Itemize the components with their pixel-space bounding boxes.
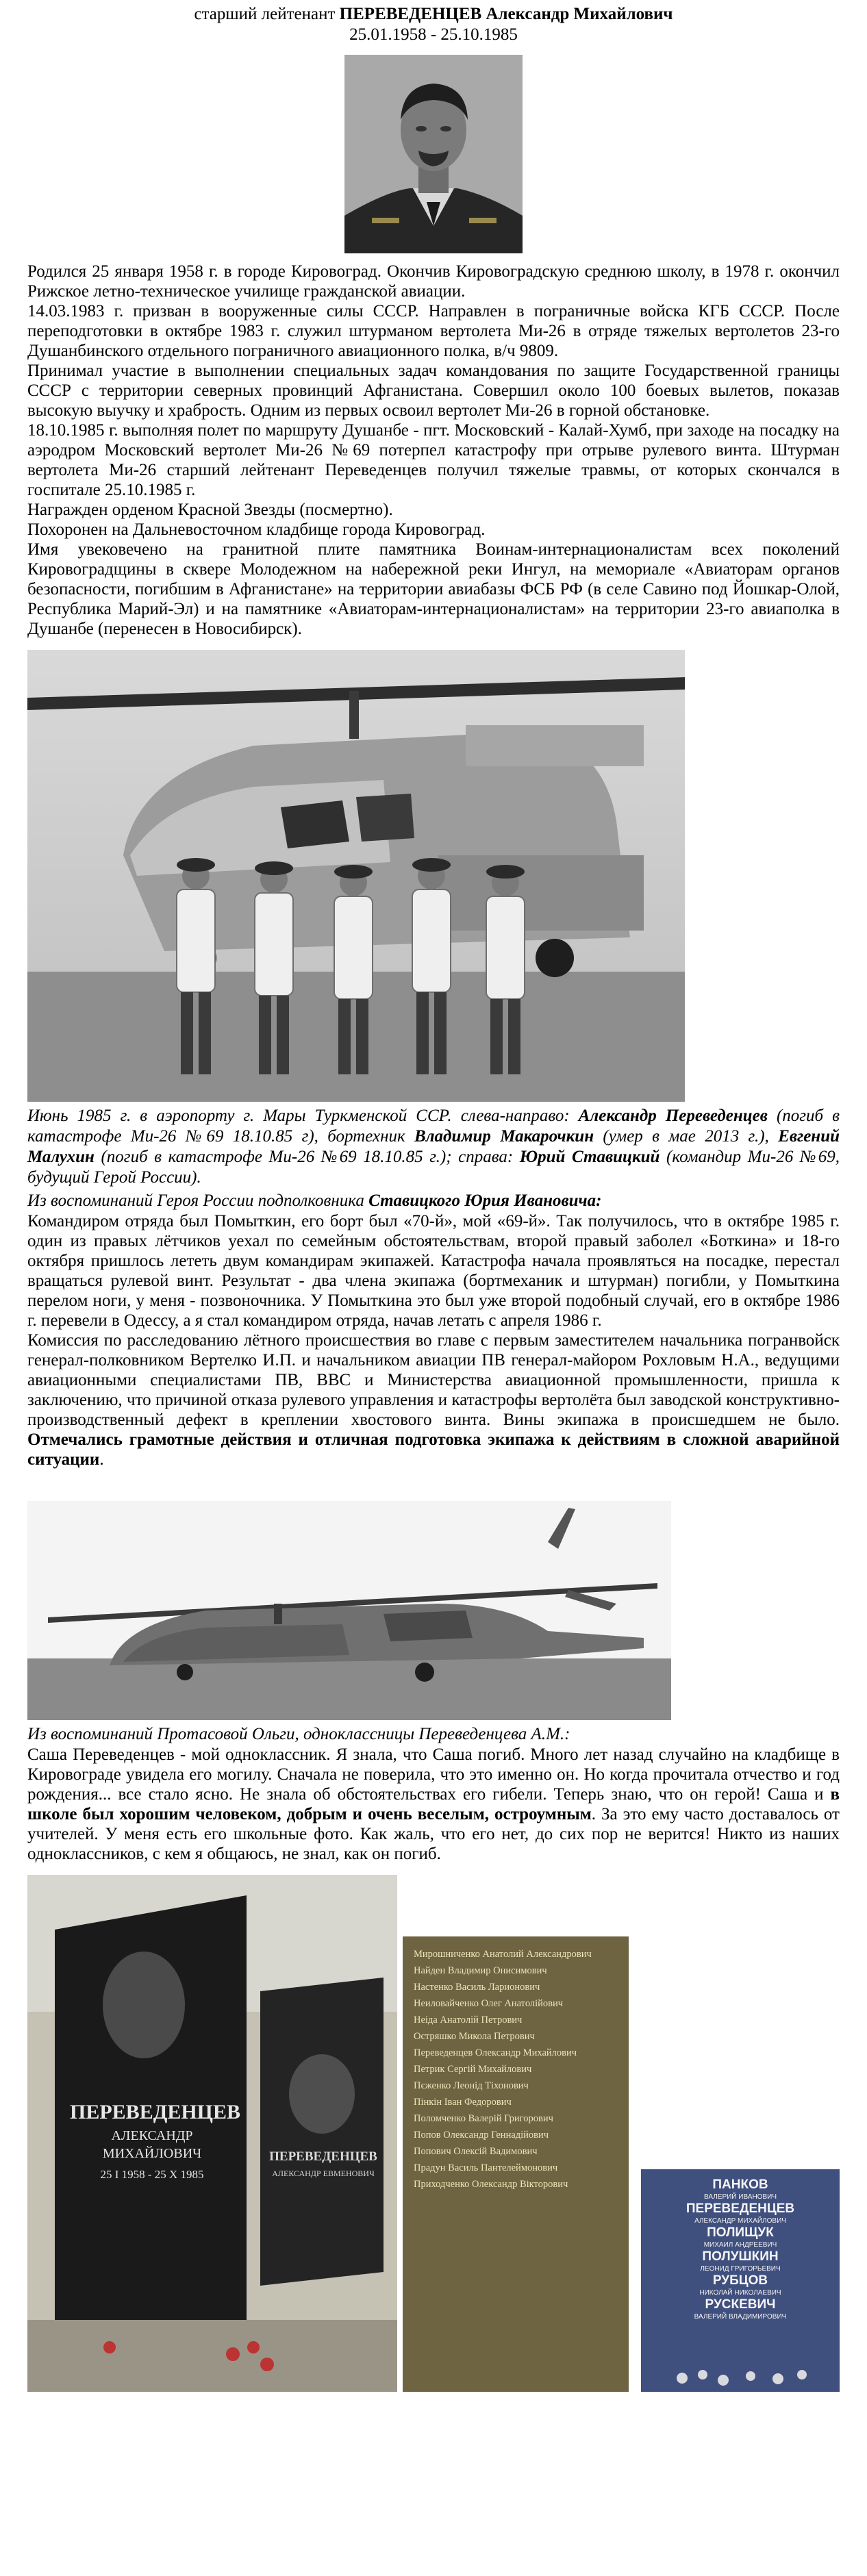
memorial-list-item: Попов Олександр Геннадійович bbox=[414, 2130, 549, 2141]
memorial-list-item: Найден Владимир Онисимович bbox=[414, 1965, 547, 1976]
plaque-name: ВАЛЕРИЙ ИВАНОВИЧ bbox=[703, 2193, 777, 2201]
memorial-list-item: Пєженко Леонід Тіхонович bbox=[414, 2080, 529, 2091]
plaque-name: ВАЛЕРИЙ ВЛАДИМИРОВИЧ bbox=[694, 2313, 787, 2321]
memoir-text: Саша Переведенцев - мой одноклассник. Я знала, что Саша погиб. Много лет назад случайно на кладбище в Кировограде увидела его могилу. Сначала не поверила, что это именно он. Но когда прочитала отчество и год рождения... все стало ясно. Не знала об обстоятельствах его гибели. Теперь знаю, что он герой! Саша и bbox=[27, 1745, 840, 1804]
memorial-list-item: Настенко Василь Ларионович bbox=[414, 1982, 540, 1993]
plaque-photo bbox=[641, 2169, 840, 2392]
memorial-list-item: Неіда Анатолій Петрович bbox=[414, 2015, 523, 2025]
memoir-author: Ставицкого Юрия Ивановича: bbox=[368, 1191, 602, 1210]
memoir-2-title: Из воспоминаний Протасовой Ольги, одноклассницы Переведенцева А.М.: bbox=[27, 1725, 570, 1743]
memorial-list-item: Мирошниченко Анатолий Александрович bbox=[414, 1949, 592, 1960]
plaque-name: ЛЕОНИД ГРИГОРЬЕВИЧ bbox=[700, 2265, 781, 2273]
memorial-list-item: Поломченко Валерій Григорович bbox=[414, 2113, 553, 2124]
memorial-list-item: Петрик Сергій Михайлович bbox=[414, 2064, 532, 2075]
plaque-surname: ПОЛУШКИН bbox=[702, 2249, 779, 2264]
plaque-name: МИХАИЛ АНДРЕЕВИЧ bbox=[703, 2241, 777, 2249]
memorial-list-item: Переведенцев Олександр Михайлович bbox=[414, 2047, 577, 2058]
bio-paragraph: Похоронен на Дальневосточном кладбище города Кировоград. bbox=[27, 520, 486, 539]
hero-name: ПЕРЕВЕДЕНЦЕВ Александр Михайлович bbox=[339, 5, 673, 23]
plaque-entry bbox=[641, 2297, 840, 2321]
plaque-surname: ПОЛИЩУК bbox=[707, 2225, 774, 2240]
grave-2-surname: ПЕРЕВЕДЕНЦЕВ bbox=[269, 2149, 377, 2164]
plaque-name: АЛЕКСАНДР МИХАЙЛОВИЧ bbox=[694, 2217, 786, 2225]
plaque-name: НИКОЛАЙ НИКОЛАЕВИЧ bbox=[699, 2289, 781, 2297]
memorial-list-item: Неиловайченко Олег Анатолійович bbox=[414, 1998, 564, 2009]
memoir-paragraph bbox=[27, 1745, 840, 1864]
grave-photo bbox=[27, 1875, 397, 2392]
caption-name: Юрий Ставицкий bbox=[519, 1148, 660, 1166]
grave-2-inscription bbox=[268, 2149, 378, 2179]
helicopter-photo bbox=[27, 1501, 671, 1720]
bio-paragraph: Награжден орденом Красной Звезды (посмертно). bbox=[27, 501, 393, 519]
plaque-surname: РУСКЕВИЧ bbox=[705, 2297, 776, 2312]
biography bbox=[27, 262, 840, 639]
plaque-surname: ПАНКОВ bbox=[712, 2177, 768, 2192]
title-line bbox=[27, 4, 840, 25]
memorial-list-item: Пінкін Іван Федорович bbox=[414, 2097, 512, 2108]
memorial-list-item: Остряшко Микола Петрович bbox=[414, 2031, 535, 2042]
plaque-surname: РУБЦОВ bbox=[712, 2273, 768, 2288]
plaque-entry bbox=[641, 2225, 840, 2249]
memoir-1-title bbox=[27, 1191, 840, 1211]
memoir-title-text: Из воспоминаний Героя России подполковника bbox=[27, 1191, 369, 1210]
caption-text: (умер в мае 2013 г.), bbox=[594, 1127, 779, 1146]
crew-helicopter-photo bbox=[27, 650, 685, 1102]
memoir-text: . За это ему часто доставалось от учителей. У меня есть его школьные фото. Как жаль, что его нет, до сих пор не верится! Никто из наших одноклассников, с кем я общаюсь, не знал, как он погиб. bbox=[27, 1805, 840, 1863]
memoir-text: . bbox=[99, 1450, 104, 1469]
header bbox=[27, 0, 840, 45]
bio-paragraph: Имя увековечено на гранитной плите памятника Воинам-интернационалистам всех поколений Кировоградщины в сквере Молодежном на набережной реки Ингул, на мемориале «Авиаторам органов безопасности, погибшим в Афганистане» на территории авиабазы ФСБ РФ (в селе Савино под Йошкар-Олой, Республика Марий-Эл) и на памятнике «Авиаторам-интернационалистам» на территории 23-го авиаполка в Душанбе (перенесен в Новосибирск). bbox=[27, 540, 840, 638]
grave-dates: 25 I 1958 - 25 X 1985 bbox=[100, 2168, 204, 2181]
plaque-entry bbox=[641, 2177, 840, 2201]
memoir-1 bbox=[27, 1211, 840, 1469]
grave-2-first-name: АЛЕКСАНДР ЕВМЕНОВИЧ bbox=[272, 2169, 375, 2178]
memorial-list-photo bbox=[403, 1936, 629, 2392]
caption-text: Июнь 1985 г. в аэропорту г. Мары Туркменской ССР. слева-направо: bbox=[27, 1107, 579, 1125]
grave-inscription bbox=[70, 2101, 241, 2183]
memoir-paragraph bbox=[27, 1330, 840, 1469]
caption-text: (погиб в катастрофе Ми-26 №69 18.10.85 г), бортехник bbox=[27, 1107, 840, 1146]
caption-text: (командир Ми-26 №69, будущий Герой России). bbox=[27, 1148, 840, 1187]
plaque-entry bbox=[641, 2201, 840, 2225]
caption-name: Владимир Макарочкин bbox=[414, 1127, 594, 1146]
grave-surname: ПЕРЕВЕДЕНЦЕВ bbox=[70, 2101, 241, 2123]
caption-name: Евгений Малухин bbox=[27, 1127, 840, 1166]
memorial-list bbox=[414, 1946, 619, 2193]
bio-paragraph: 14.03.1983 г. призван в вооруженные силы СССР. Направлен в пограничные войска КГБ СССР. После переподготовки в октябре 1983 г. служил штурманом вертолета Ми-26 в отряде тяжелых вертолетов 23-го Душанбинского отдельного пограничного авиационного полка, в/ч 9809. bbox=[27, 302, 840, 360]
bio-paragraph: Принимал участие в выполнении специальных задач командования по защите Государственной границы СССР с территории северных провинций Афганистана. Совершил около 100 боевых вылетов, показав высокую выучку и храбрость. Одним из первых освоил вертолет Ми-26 в горной обстановке. bbox=[27, 362, 840, 420]
memoir-paragraph: Командиром отряда был Помыткин, его борт был «70-й», мой «69-й». Так получилось, что в октябре 1985 г. один из правых лётчиков уехал по семейным обстоятельствам, второй правый заболел «Боткина» и 18-го октября пришлось лететь двум командирам экипажей. Катастрофа начала проявляться на посадке, перестал вращаться рулевой винт. Результат - два члена экипажа (бортмеханик и штурман) погибли, у Помыткина перелом ноги, у меня - позвоночника. У Помыткина это был уже второй подобный случай, его в октябре 1986 г. перевели в Одессу, а я стал командиром отряда, начав летать с апреля 1986 г. bbox=[27, 1212, 840, 1330]
memorial-photos-row bbox=[27, 1875, 840, 2395]
caption-text: (погиб в катастрофе Ми-26 №69 18.10.85 г.); справа: bbox=[94, 1148, 520, 1166]
memoir-highlight: в школе был хорошим человеком, добрым и очень веселым, остроумным bbox=[27, 1785, 840, 1823]
memorial-list-item: Прадун Василь Пантелеймонович bbox=[414, 2162, 558, 2173]
crew-photo-caption bbox=[27, 1106, 840, 1188]
memoir-highlight: Отмечались грамотные действия и отличная подготовка экипажа к действиям в сложной аварийной ситуации bbox=[27, 1430, 840, 1469]
bio-paragraph: 18.10.1985 г. выполняя полет по маршруту Душанбе - пгт. Московский - Калай-Хумб, при заходе на посадку на аэродром Московский вертолет Ми-26 №69 потерпел катастрофу при отрыве рулевого винта. Штурман вертолета Ми-26 старший лейтенант Переведенцев получил тяжелые травмы, от которых скончался в госпитале 25.10.1985 г. bbox=[27, 421, 840, 499]
plaque bbox=[641, 2177, 840, 2321]
memorial-list-item: Приходченко Олександр Вікторович bbox=[414, 2179, 568, 2190]
plaque-entry bbox=[641, 2249, 840, 2273]
grave-first-name: АЛЕКСАНДР МИХАЙЛОВИЧ bbox=[102, 2128, 202, 2161]
plaque-surname: ПЕРЕВЕДЕНЦЕВ bbox=[686, 2201, 795, 2216]
life-dates: 25.01.1958 - 25.10.1985 bbox=[349, 25, 518, 44]
page bbox=[27, 0, 840, 2395]
rank: старший лейтенант bbox=[194, 5, 336, 23]
caption-name: Александр Переведенцев bbox=[578, 1107, 768, 1125]
portrait-photo bbox=[344, 55, 523, 253]
memoir-2 bbox=[27, 1745, 840, 1864]
plaque-entry bbox=[641, 2273, 840, 2297]
bio-paragraph: Родился 25 января 1958 г. в городе Кировоград. Окончив Кировоградскую среднюю школу, в 1978 г. окончил Рижское летно-техническое училище гражданской авиации. bbox=[27, 262, 840, 301]
memoir-text: Комиссия по расследованию лётного происшествия во главе с первым заместителем начальника погранвойск генерал-полковником Вертелко И.П. и начальником авиации ПВ генерал-майором Рохловым Н.А., ведущими авиационными специалистами ПВ, ВВС и Министерства авиационной промышленности, пришла к заключению, что причиной отказа рулевого управления и катастрофы вертолёта был заводской конструктивно-производственный дефект в креплении хвостового винта. Вины экипажа в происшедшем не было. bbox=[27, 1331, 840, 1429]
memorial-list-item: Попович Олексій Вадимович bbox=[414, 2146, 538, 2157]
